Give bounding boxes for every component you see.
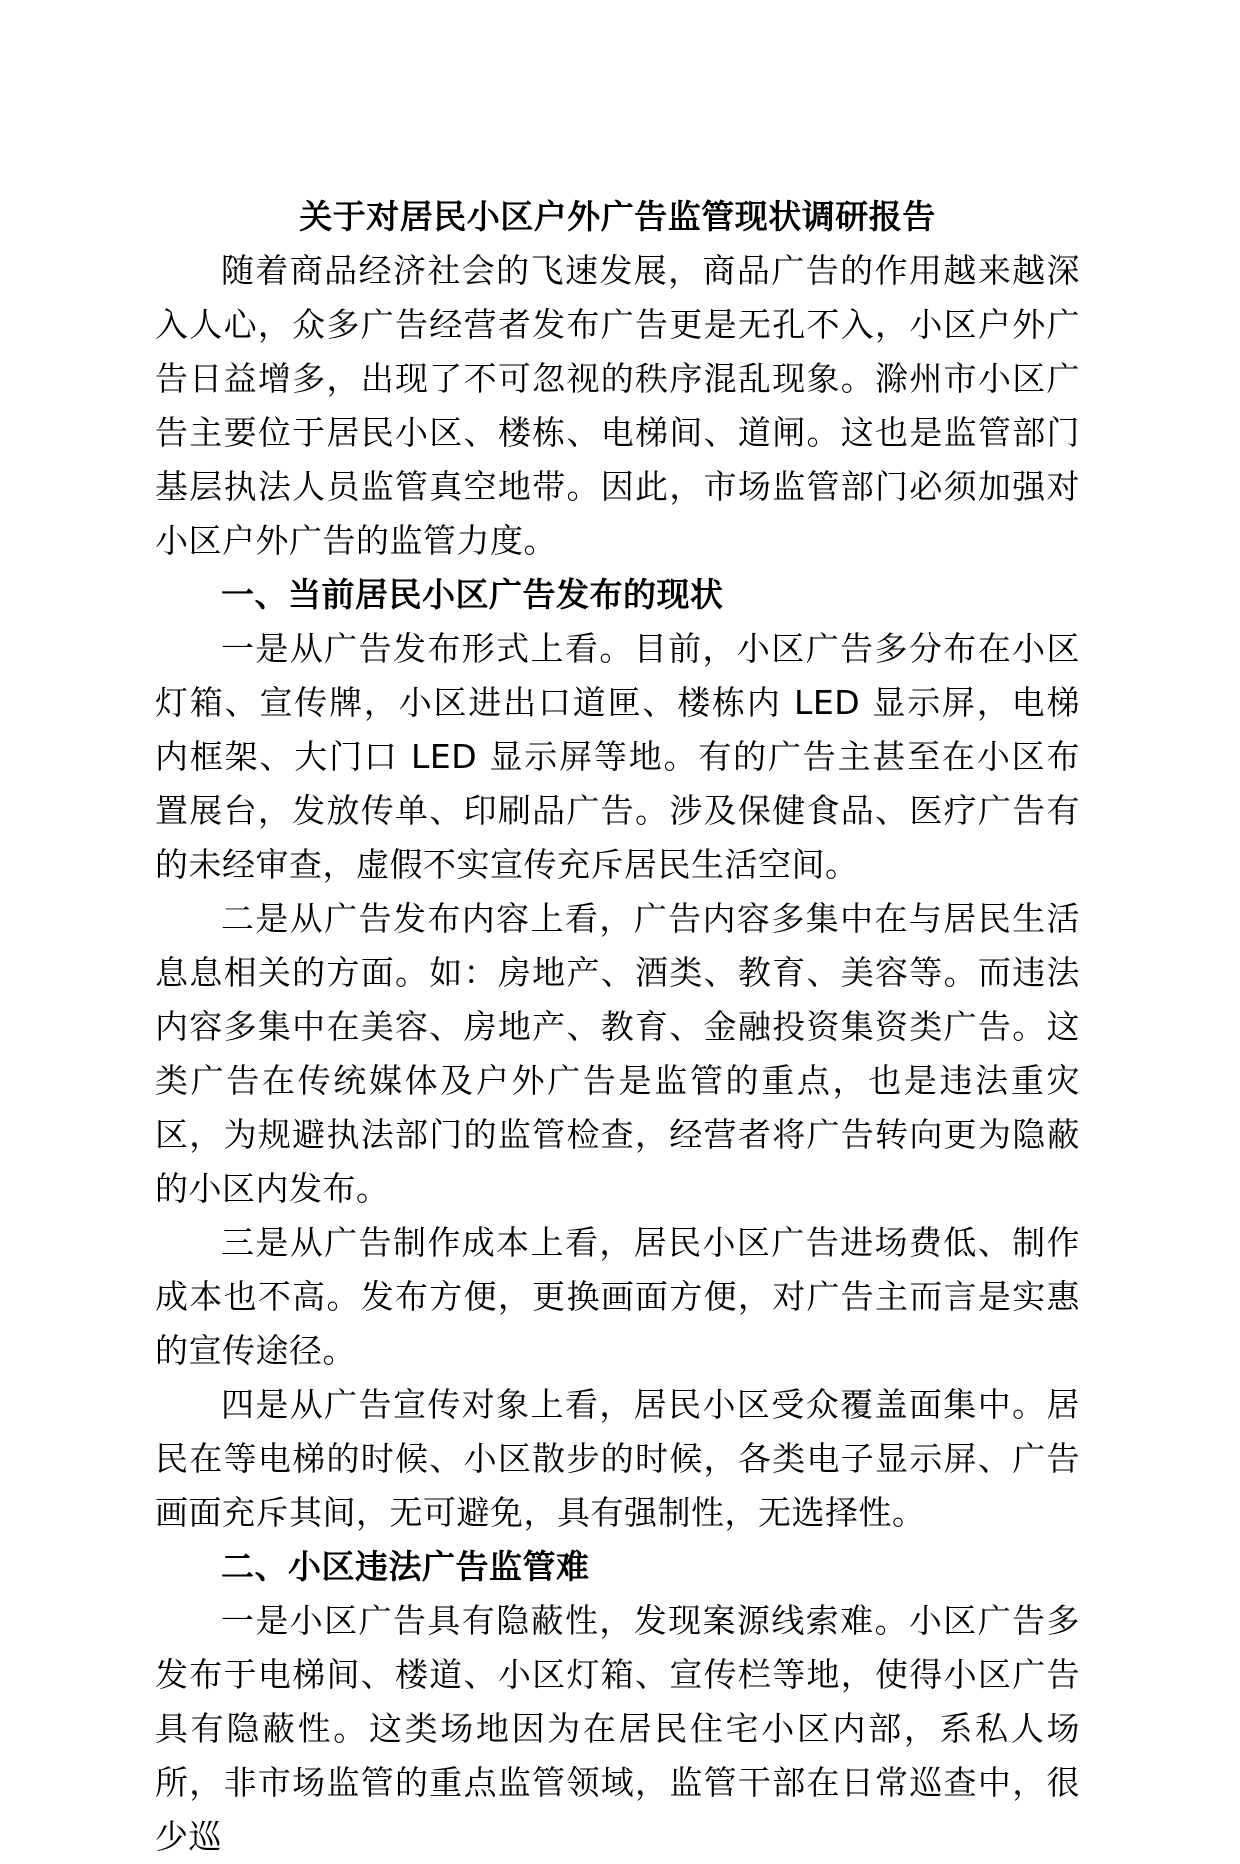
paragraph-audience: 四是从广告宣传对象上看，居民小区受众覆盖面集中。居民在等电梯的时候、小区散步的时候，各类电子显示屏、广告画面充斥其间，无可避免，具有强制性，无选择性。 (155, 1385, 1080, 1532)
paragraph-concealment: 一是小区广告具有隐蔽性，发现案源线索难。小区广告多发布于电梯间、楼道、小区灯箱、宣传栏等地，使得小区广告具有隐蔽性。这类场地因为在居民住宅小区内部，系私人场所，非市场监管的重点监管领域，监管干部在日常巡查中，很少巡 (155, 1601, 1080, 1856)
document-body (155, 190, 1080, 1864)
paragraph-form: 一是从广告发布形式上看。目前，小区广告多分布在小区灯箱、宣传牌，小区进出口道匣、楼栋内 LED 显示屏，电梯内框架、大门口 LED 显示屏等地。有的广告主甚至在小区布置展台，发放传单、印刷品广告。涉及保健食品、医疗广告有的未经审查，虚假不实宣传充斥居民生活空间。 (155, 629, 1080, 884)
section-heading-2: 二、小区违法广告监管难 (221, 1547, 590, 1586)
paragraph-content: 二是从广告发布内容上看，广告内容多集中在与居民生活息息相关的方面。如：房地产、酒类、教育、美容等。而违法内容多集中在美容、房地产、教育、金融投资集资类广告。这类广告在传统媒体及户外广告是监管的重点，也是违法重灾区，为规避执法部门的监管检查，经营者将广告转向更为隐蔽的小区内发布。 (155, 899, 1080, 1208)
paragraph-intro: 随着商品经济社会的飞速发展，商品广告的作用越来越深入人心，众多广告经营者发布广告更是无孔不入，小区户外广告日益增多，出现了不可忽视的秩序混乱现象。滁州市小区广告主要位于居民小区、楼栋、电梯间、道闸。这也是监管部门基层执法人员监管真空地带。因此，市场监管部门必须加强对小区户外广告的监管力度。 (155, 251, 1080, 560)
section-heading-1: 一、当前居民小区广告发布的现状 (221, 575, 724, 614)
paragraph-cost: 三是从广告制作成本上看，居民小区广告进场费低、制作成本也不高。发布方便，更换画面方便，对广告主而言是实惠的宣传途径。 (155, 1223, 1080, 1370)
document-title: 关于对居民小区户外广告监管现状调研报告 (299, 197, 936, 236)
